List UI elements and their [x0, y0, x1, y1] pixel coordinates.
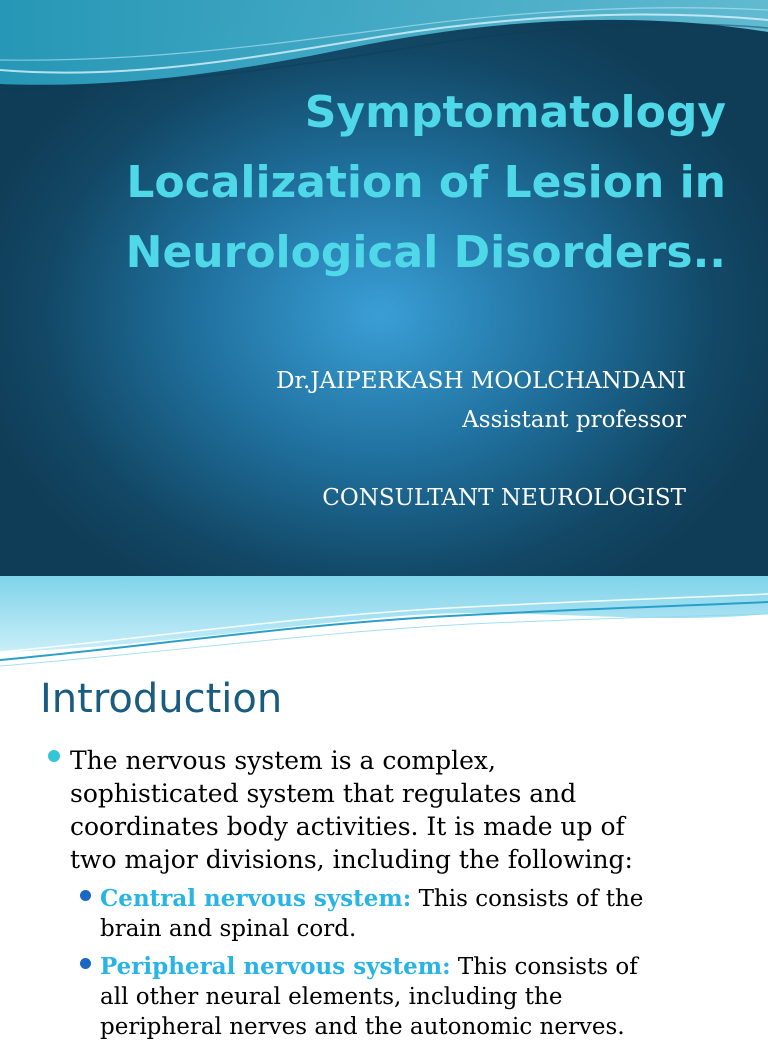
bullet-item	[46, 744, 746, 876]
bullet-text-line: The nervous system is a complex,	[70, 746, 496, 775]
sub-bullet-text: brain and spinal cord.	[100, 916, 357, 942]
bullet-text-line: two major divisions, including the following:	[70, 845, 633, 874]
decorative-wave-header	[0, 576, 768, 676]
term-peripheral-nervous-system: Peripheral nervous system:	[100, 953, 451, 980]
sub-bullet-peripheral	[78, 952, 746, 1042]
sub-bullet-dot-icon	[80, 958, 91, 969]
intro-slide	[0, 576, 768, 1040]
slide-subtitle	[86, 362, 686, 518]
bullet-dot-icon	[48, 750, 60, 762]
bullet-text-line: coordinates body activities. It is made up of	[70, 812, 625, 841]
author-role: Assistant professor	[462, 407, 686, 433]
title-line-1: Symptomatology	[304, 87, 726, 138]
slide-title	[46, 78, 726, 288]
author-designation: CONSULTANT NEUROLOGIST	[322, 485, 686, 511]
term-central-nervous-system: Central nervous system:	[100, 885, 412, 912]
author-name: Dr.JAIPERKASH MOOLCHANDANI	[276, 368, 686, 394]
sub-bullet-central	[78, 884, 746, 944]
sub-bullet-dot-icon	[80, 890, 91, 901]
sub-bullet-text: all other neural elements, including the	[100, 984, 563, 1010]
intro-title: Introduction	[40, 676, 283, 722]
sub-bullet-text: This consists of	[450, 954, 638, 980]
title-line-3: Neurological Disorders..	[125, 227, 726, 278]
title-line-2: Localization of Lesion in	[126, 157, 726, 208]
bullet-text-line: sophisticated system that regulates and	[70, 779, 577, 808]
bullet-list	[46, 744, 746, 1042]
sub-bullet-text: This consists of the	[411, 886, 644, 912]
sub-bullet-text: peripheral nerves and the autonomic nerves.	[100, 1014, 625, 1040]
